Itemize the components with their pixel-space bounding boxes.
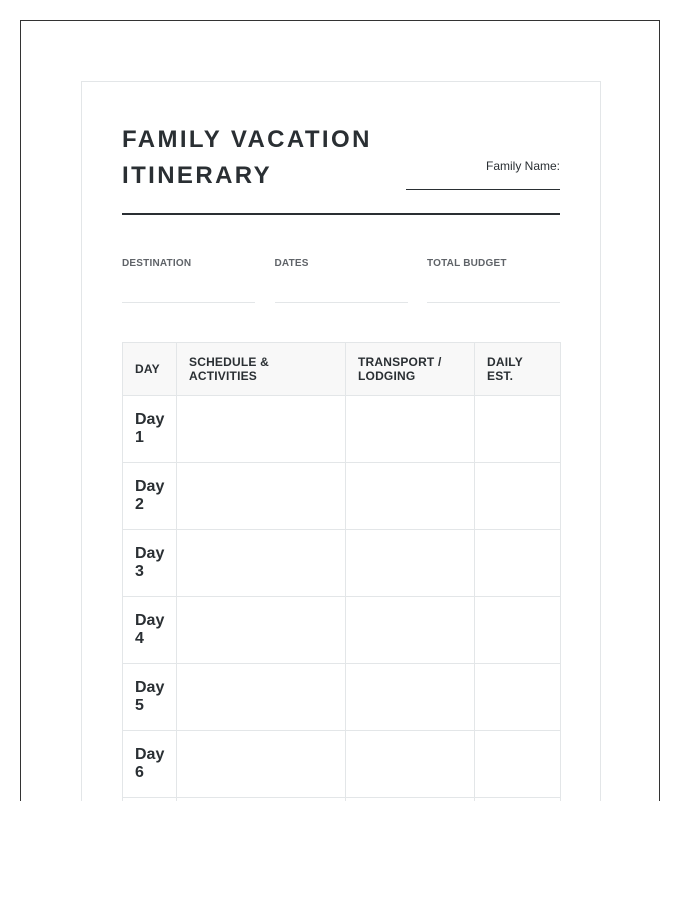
daily-estimate-cell[interactable] xyxy=(475,798,561,802)
daily-estimate-cell[interactable] xyxy=(475,597,561,664)
destination-label: DESTINATION xyxy=(122,258,192,269)
column-header-day: DAY xyxy=(123,343,177,396)
transport-cell[interactable] xyxy=(346,731,475,798)
table-row xyxy=(123,664,561,731)
page-title xyxy=(122,122,402,194)
title-divider xyxy=(122,213,560,215)
family-name-field[interactable] xyxy=(406,158,560,190)
transport-cell[interactable] xyxy=(346,530,475,597)
transport-cell[interactable] xyxy=(346,664,475,731)
daily-estimate-cell[interactable] xyxy=(475,396,561,463)
schedule-cell[interactable] xyxy=(177,731,346,798)
schedule-cell[interactable] xyxy=(177,664,346,731)
total-budget-field xyxy=(427,258,560,303)
table-row xyxy=(123,798,561,802)
destination-field xyxy=(122,258,255,303)
column-header-transport: TRANSPORT / LODGING xyxy=(346,343,475,396)
table-row xyxy=(123,530,561,597)
trip-info-fields xyxy=(122,258,560,303)
dates-field xyxy=(275,258,408,303)
itinerary-table xyxy=(122,342,561,801)
transport-cell[interactable] xyxy=(346,597,475,664)
dates-label: DATES xyxy=(274,258,309,269)
daily-estimate-cell[interactable] xyxy=(475,664,561,731)
title-line-2: ITINERARY xyxy=(122,162,273,189)
daily-estimate-cell[interactable] xyxy=(475,463,561,530)
schedule-cell[interactable] xyxy=(177,463,346,530)
day-cell: Day 6 xyxy=(123,731,177,798)
column-header-schedule: SCHEDULE & ACTIVITIES xyxy=(177,343,346,396)
destination-input[interactable] xyxy=(122,276,255,303)
dates-input[interactable] xyxy=(275,276,408,303)
day-cell: Day 1 xyxy=(123,396,177,463)
day-cell: Day 2 xyxy=(123,463,177,530)
schedule-cell[interactable] xyxy=(177,798,346,802)
schedule-cell[interactable] xyxy=(177,530,346,597)
schedule-cell[interactable] xyxy=(177,396,346,463)
transport-cell[interactable] xyxy=(346,463,475,530)
transport-cell[interactable] xyxy=(346,798,475,802)
table-row xyxy=(123,396,561,463)
title-line-1: FAMILY VACATION xyxy=(122,126,372,153)
day-cell: Day 4 xyxy=(123,597,177,664)
table-row xyxy=(123,597,561,664)
daily-estimate-cell[interactable] xyxy=(475,530,561,597)
daily-estimate-cell[interactable] xyxy=(475,731,561,798)
table-row xyxy=(123,731,561,798)
day-cell xyxy=(123,798,177,802)
day-cell: Day 5 xyxy=(123,664,177,731)
transport-cell[interactable] xyxy=(346,396,475,463)
table-header-row xyxy=(123,343,561,396)
family-name-label: Family Name: xyxy=(485,159,560,173)
family-name-input-line[interactable] xyxy=(406,189,560,190)
table-row xyxy=(123,463,561,530)
day-cell: Day 3 xyxy=(123,530,177,597)
column-header-daily-estimate: DAILY EST. xyxy=(475,343,561,396)
total-budget-label: TOTAL BUDGET xyxy=(427,258,507,269)
total-budget-input[interactable] xyxy=(427,276,560,303)
schedule-cell[interactable] xyxy=(177,597,346,664)
